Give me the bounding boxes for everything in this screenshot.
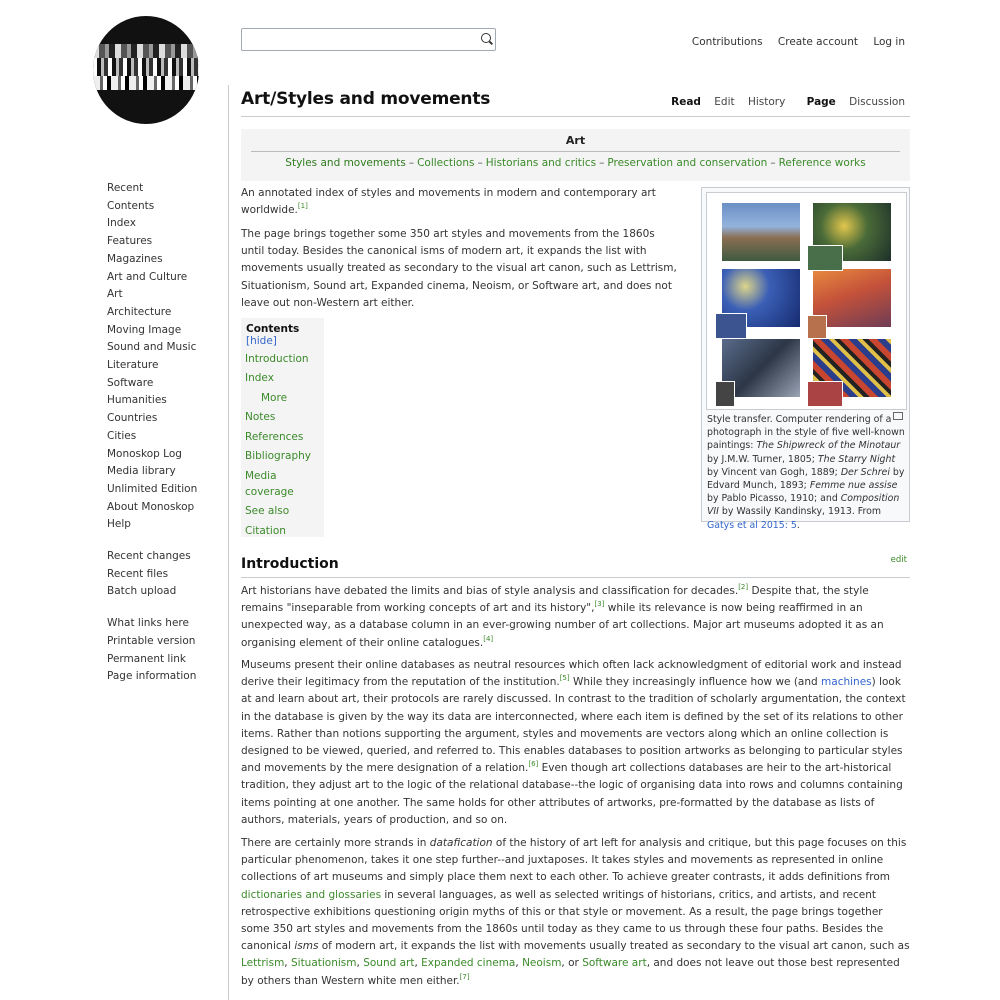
navbox xyxy=(241,129,910,181)
caption-text: by Vincent van Gogh, 1889; xyxy=(707,466,841,478)
body-text: , xyxy=(515,957,523,970)
body-text: of the history of art left for analysis and critique, but this page focuses on this particular phenomenon, takes it one step further--and juxtaposes. It takes styles and movements as represented in online collections of art museums and simply place them next to each other. To achieve greater contrasts, it adds definitions from xyxy=(241,837,907,884)
navbox-sep: – xyxy=(408,157,415,169)
log-in-link[interactable]: Log in xyxy=(873,36,905,48)
navbox-link-collections[interactable]: Collections xyxy=(417,157,475,169)
body-text: There are certainly more strands in xyxy=(241,837,430,849)
sidebar xyxy=(107,180,197,700)
caption-work: Composition VII xyxy=(707,493,900,518)
sidebar-item[interactable]: Humanities xyxy=(107,394,167,407)
toc-item-references[interactable]: References xyxy=(245,430,304,443)
body-paragraph-2 xyxy=(241,657,913,829)
search-box xyxy=(241,28,496,51)
personal-tools xyxy=(680,36,905,48)
section-edit-link[interactable]: edit xyxy=(890,555,907,565)
tab-history[interactable]: History xyxy=(747,96,786,108)
page-title: Art/Styles and movements xyxy=(241,89,491,109)
sidebar-item[interactable]: Moving Image xyxy=(107,323,182,336)
sidebar-item[interactable]: Monoskop Log xyxy=(107,447,182,460)
logo-band xyxy=(93,44,199,58)
section-divider xyxy=(241,577,910,578)
image-tile xyxy=(722,203,800,261)
situationism-link[interactable]: Situationism xyxy=(290,957,357,970)
body-text: , or xyxy=(561,957,583,970)
sidebar-item[interactable]: Software xyxy=(107,376,154,389)
caption-work: Der Schrei xyxy=(840,466,890,478)
search-icon[interactable] xyxy=(481,33,491,43)
sidebar-tools-item[interactable]: What links here xyxy=(107,617,189,630)
caption-text: by Wassily Kandinsky, 1913. From xyxy=(718,506,882,518)
sidebar-item[interactable]: About Monoskop xyxy=(107,500,195,513)
sound-art-link[interactable]: Sound art xyxy=(363,957,415,970)
dictionaries-link[interactable]: dictionaries and glossaries xyxy=(241,888,382,901)
sidebar-main-group xyxy=(107,180,197,534)
body-text: Museums present their online databases as neutral resources which often lack acknowledgment of editorial work and instead derive their legitimacy from the reputation of the institution. xyxy=(241,659,902,689)
toc-item-introduction[interactable]: Introduction xyxy=(245,352,309,365)
caption-source-link[interactable]: Gatys et al 2015: 5 xyxy=(707,519,797,531)
sidebar-item[interactable]: Contents xyxy=(107,199,155,212)
content-border xyxy=(228,85,229,1000)
sidebar-recent-item[interactable]: Recent files xyxy=(107,567,169,580)
toc-hide-toggle[interactable]: [hide] xyxy=(246,335,277,347)
caption-text: . xyxy=(796,519,800,531)
sidebar-recent-group xyxy=(107,548,197,601)
caption-work: Femme nue assise xyxy=(809,480,898,492)
tab-page[interactable]: Page xyxy=(806,96,836,108)
sidebar-tools-group xyxy=(107,615,197,686)
logo-band xyxy=(93,58,199,76)
body-text: , xyxy=(284,957,291,970)
sidebar-item[interactable]: Index xyxy=(107,217,136,230)
sidebar-recent-item[interactable]: Recent changes xyxy=(107,550,191,563)
body-text: while its relevance is now being reaffirmed in an unexpected way, as a database column in an ever-growing number of art collections. Major art museums adopted it as an organising element of their online catalogues. xyxy=(241,602,884,649)
sidebar-item[interactable]: Cities xyxy=(107,429,137,442)
sidebar-item[interactable]: Recent xyxy=(107,182,144,194)
body-paragraph-3 xyxy=(241,835,913,990)
painting-inset xyxy=(807,315,827,339)
sidebar-tools-item[interactable]: Printable version xyxy=(107,634,196,647)
caption-text: by J.M.W. Turner, 1805; xyxy=(707,453,818,465)
figure-caption xyxy=(707,413,905,532)
sidebar-item[interactable]: Literature xyxy=(107,359,159,372)
footnote-ref[interactable]: [3] xyxy=(594,600,605,609)
navbox-links xyxy=(241,152,910,169)
caption-text: by Pablo Picasso, 1910; and xyxy=(707,493,841,505)
sidebar-tools-item[interactable]: Page information xyxy=(107,670,197,683)
table-of-contents xyxy=(241,318,324,537)
contributions-link[interactable]: Contributions xyxy=(691,36,763,48)
caption-work: The Starry Night xyxy=(817,453,896,465)
navbox-title: Art xyxy=(565,134,586,147)
body-text: in several languages, as well as selected writings of historians, critics, and artists, and recent retrospective exhibitions questioning origin myths of this or that style or movement. As a result, the page brings together some 350 art styles and movements from the 1860s until today as they came to us through these four paths. Besides the canonical xyxy=(241,888,884,953)
navbox-link-historians[interactable]: Historians and critics xyxy=(485,157,597,169)
body-paragraph-1 xyxy=(241,583,913,652)
sidebar-recent-item[interactable]: Batch upload xyxy=(107,585,177,598)
tab-discussion[interactable]: Discussion xyxy=(849,96,905,108)
body-text: , and does not leave out those best represented by others than Western white men either. xyxy=(241,957,900,987)
search-input[interactable] xyxy=(246,30,480,52)
neoism-link[interactable]: Neoism xyxy=(522,957,562,970)
intro-paragraph-1 xyxy=(241,185,681,219)
footnote-ref[interactable]: [5] xyxy=(559,674,570,683)
toc-item-see-also[interactable]: See also xyxy=(245,505,290,517)
body-text: Even though art collections databases are heir to the art-historical tradition, they adjust art to the logic of the relational database--the logic of organising data into rows and columns containing items pointing at one another. The same holds for other attributes of artworks, pre-formatted by the database as lists of authors, materials, years of production, and so on. xyxy=(241,762,903,826)
navbox-sep: – xyxy=(599,157,605,169)
toc-item-citation[interactable]: Citation xyxy=(245,524,286,537)
footnote-ref[interactable]: [4] xyxy=(483,634,494,643)
toc-heading xyxy=(243,323,322,347)
body-emphasis: datafication xyxy=(429,837,493,849)
sidebar-item[interactable]: Art xyxy=(107,288,123,301)
sidebar-item[interactable]: Unlimited Edition xyxy=(107,482,198,495)
body-text: Despite that, the style remains "inseparable from working concepts of art and its history", xyxy=(241,585,869,615)
caption-text: Style transfer. Computer rendering of a photograph in the style of five well-known paintings: xyxy=(707,414,905,452)
page-tabs xyxy=(661,96,905,108)
footnote-ref[interactable]: [6] xyxy=(528,760,539,769)
sidebar-item[interactable]: Countries xyxy=(107,412,158,425)
style-transfer-image[interactable] xyxy=(706,192,907,410)
painting-inset xyxy=(807,381,843,407)
body-text: of modern art, it expands the list with movements usually treated as secondary to the visual art canon, such as xyxy=(318,940,910,953)
body-emphasis: isms xyxy=(294,940,319,953)
intro-paragraph-2: The page brings together some 350 art styles and movements from the 1860s until today. Besides the canonical isms of modern art, it expands the list with movements usually treated as secondary to the visual art canon, such as Lettrism, Situationism, Sound art, Expanded cinema, Neoism, or Software art, and does not leave out non-Western art either. xyxy=(241,228,677,309)
site-logo[interactable] xyxy=(93,16,199,124)
figure-thumbnail xyxy=(701,187,910,531)
create-account-link[interactable]: Create account xyxy=(777,36,858,48)
sidebar-tools-item[interactable]: Permanent link xyxy=(107,652,187,665)
tab-edit[interactable]: Edit xyxy=(714,96,735,108)
section-heading-introduction: Introduction xyxy=(241,556,339,572)
painting-inset xyxy=(807,245,843,271)
painting-inset xyxy=(715,381,735,407)
body-text: Art historians have debated the limits and bias of style analysis and classification for decades. xyxy=(241,585,739,597)
sidebar-item[interactable]: Sound and Music xyxy=(107,341,197,354)
toc-item-label: Media coverage xyxy=(245,469,294,498)
navbox-link-preservation[interactable]: Preservation and conservation xyxy=(607,157,768,169)
toc-item-bibliography[interactable]: Bibliography xyxy=(245,450,311,462)
footnote-ref[interactable]: [7] xyxy=(459,972,470,981)
navbox-link-styles[interactable]: Styles and movements xyxy=(285,157,406,169)
sidebar-item[interactable]: Media library xyxy=(107,465,176,478)
navbox-sep: – xyxy=(770,157,776,169)
expanded-cinema-link[interactable]: Expanded cinema xyxy=(421,957,516,970)
sidebar-item[interactable]: Features xyxy=(107,235,153,248)
intro-text: An annotated index of styles and movements in modern and contemporary art worldwide. xyxy=(241,187,656,217)
software-art-link[interactable]: Software art xyxy=(582,957,647,970)
body-text: , xyxy=(356,957,364,970)
toc-item-index[interactable]: Index xyxy=(245,372,274,384)
toc-item-media-coverage[interactable] xyxy=(243,468,315,500)
sidebar-item[interactable]: Art and Culture xyxy=(107,270,188,283)
toc-item-notes[interactable]: Notes xyxy=(245,411,276,423)
tab-read[interactable]: Read xyxy=(671,96,701,108)
caption-work: The Shipwreck of the Minotaur xyxy=(756,440,901,452)
body-text: While they increasingly influence how we (and xyxy=(569,676,822,689)
sidebar-item[interactable]: Architecture xyxy=(107,305,172,318)
body-text: , xyxy=(414,957,422,970)
toc-title: Contents xyxy=(246,323,300,335)
lettrism-link[interactable]: Lettrism xyxy=(241,957,285,970)
body-text: ) look at and learn about art, their protocols are rarely discussed. In contrast to the tradition of scholarly argumentation, the context in the database is given by the way its data are interconnected, where each item is defined by the set of its relations to other items. Rather than notions supporting the argument, styles and movements are vectors along which an online collection is designed to be viewed, queried, and referred to. This enables databases to position artworks as belonging to particular styles and movements by the mere designation of a relation. xyxy=(241,676,906,775)
caption-text: by Edvard Munch, 1893; xyxy=(707,466,905,492)
sidebar-item[interactable]: Help xyxy=(107,518,131,531)
sidebar-item[interactable]: Magazines xyxy=(107,252,163,265)
footnote-ref[interactable]: [1] xyxy=(297,202,308,211)
navbox-sep: – xyxy=(477,157,483,169)
title-divider xyxy=(241,116,910,117)
machines-link[interactable]: machines xyxy=(821,676,872,689)
navbox-link-reference-works[interactable]: Reference works xyxy=(778,157,866,169)
painting-inset xyxy=(715,313,747,339)
footnote-ref[interactable]: [2] xyxy=(738,583,749,591)
logo-band xyxy=(93,76,199,90)
toc-item-more[interactable]: More xyxy=(261,391,288,404)
